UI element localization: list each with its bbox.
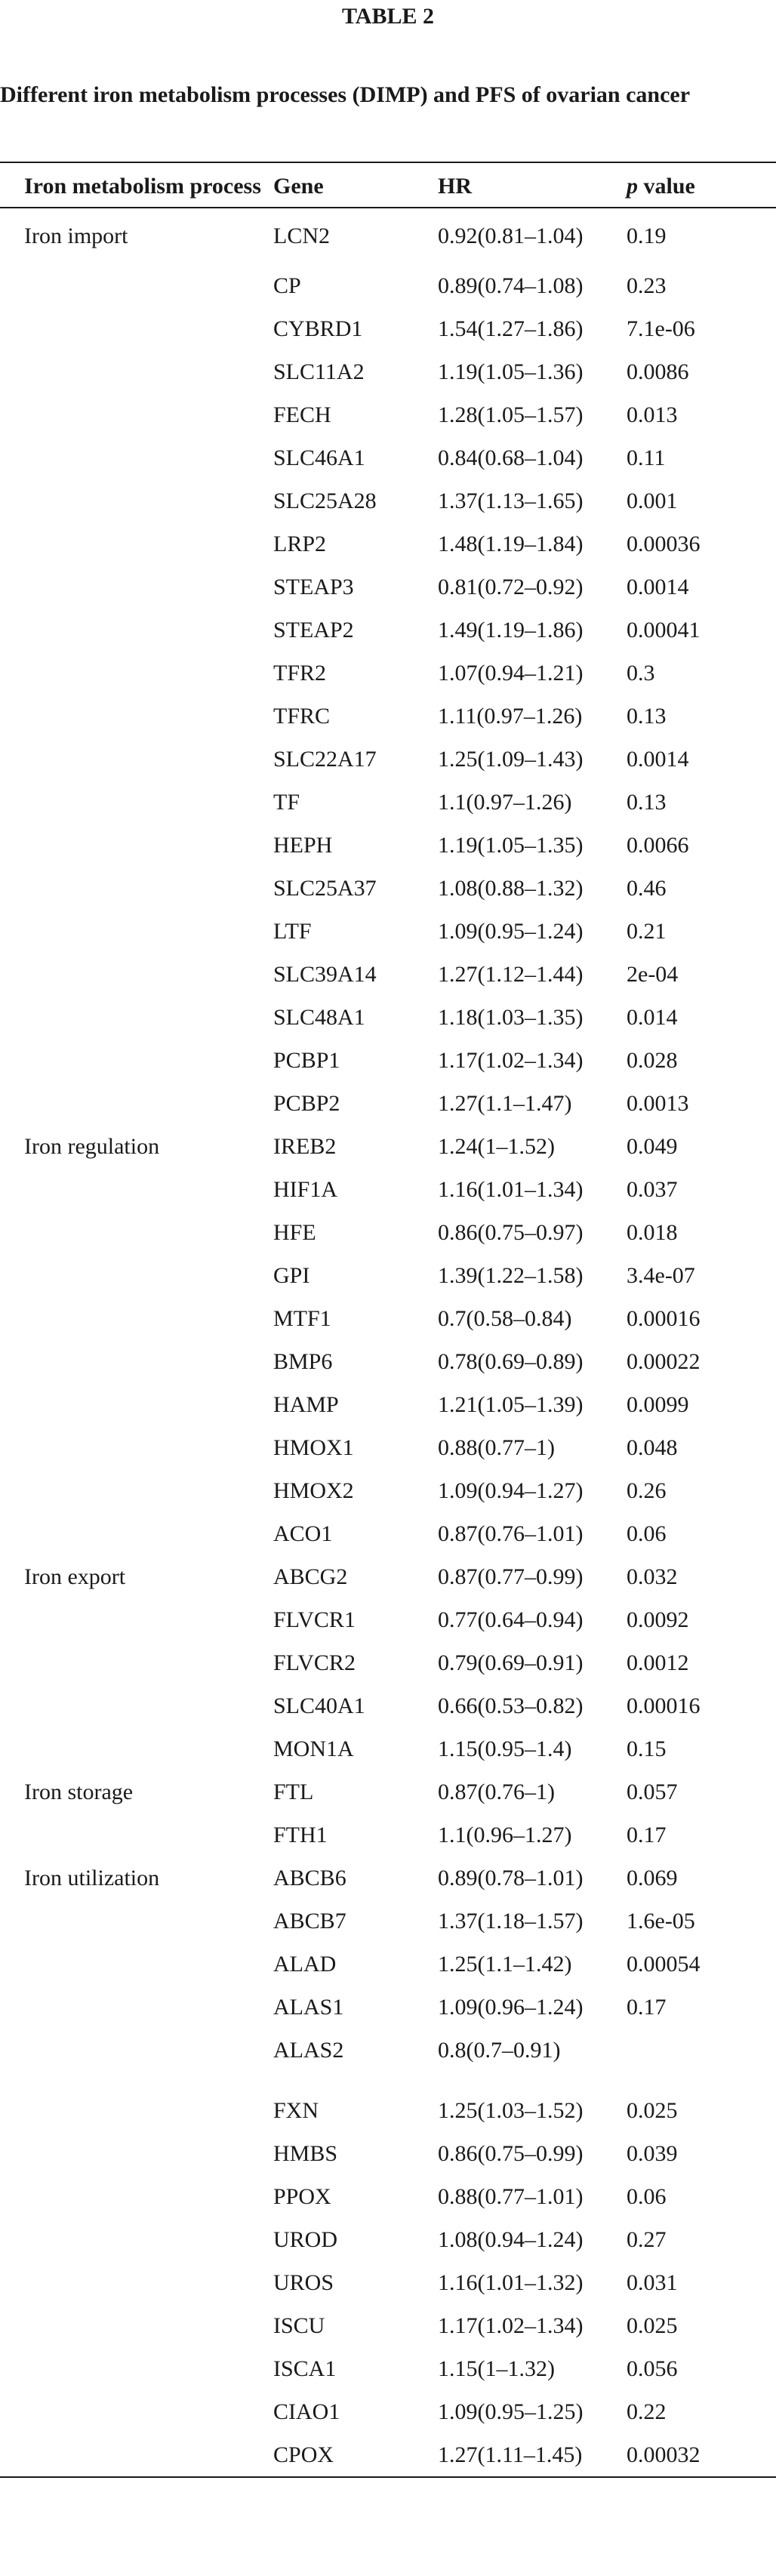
table-row bbox=[0, 824, 776, 867]
cell-hr: 1.39(1.22–1.58) bbox=[438, 1263, 584, 1288]
cell-process bbox=[0, 2132, 273, 2175]
table-row bbox=[0, 350, 776, 393]
cell-hr: 0.87(0.76–1) bbox=[438, 1779, 555, 1804]
table-row bbox=[0, 2218, 776, 2261]
cell-process bbox=[0, 2218, 273, 2261]
cell-gene: FXN bbox=[273, 2098, 319, 2123]
cell-process bbox=[0, 565, 273, 609]
cell-gene: HAMP bbox=[273, 1392, 339, 1417]
cell-gene: HMBS bbox=[273, 2141, 338, 2166]
table-row bbox=[0, 1770, 776, 1813]
cell-gene: CPOX bbox=[273, 2433, 438, 2477]
cell-gene: HEPH bbox=[273, 833, 333, 858]
cell-process bbox=[0, 1512, 273, 1555]
cell-gene: TF bbox=[273, 790, 300, 815]
cell-gene: PCBP1 bbox=[273, 1048, 340, 1073]
cell-hr: 1.09(0.94–1.27) bbox=[438, 1478, 584, 1503]
cell-p-value: 0.00054 bbox=[627, 1952, 701, 1977]
cell-gene: ABCB6 bbox=[273, 1866, 346, 1890]
cell-process bbox=[0, 350, 273, 393]
cell-process bbox=[0, 1039, 273, 1082]
cell-process bbox=[0, 307, 273, 350]
cell-p-value: 0.23 bbox=[627, 273, 667, 298]
cell-p-value: 0.27 bbox=[627, 2227, 667, 2252]
cell-gene: HIF1A bbox=[273, 1177, 338, 1202]
cell-hr: 0.8(0.7–0.91) bbox=[438, 2038, 561, 2063]
cell-p-value: 0.00036 bbox=[627, 532, 701, 556]
cell-hr: 0.77(0.64–0.94) bbox=[438, 1607, 584, 1632]
table-row bbox=[0, 2089, 776, 2132]
table-row bbox=[0, 1598, 776, 1641]
cell-gene: STEAP3 bbox=[273, 575, 354, 599]
cell-p-value: 0.0099 bbox=[627, 1392, 689, 1417]
cell-p-value: 7.1e-06 bbox=[627, 316, 695, 341]
table-row bbox=[0, 264, 776, 307]
table-row bbox=[0, 996, 776, 1039]
table-row bbox=[0, 1986, 776, 2029]
table-row bbox=[0, 1813, 776, 1857]
cell-hr: 1.25(1.09–1.43) bbox=[438, 747, 584, 772]
cell-hr: 0.89(0.78–1.01) bbox=[438, 1866, 584, 1890]
cell-hr: 0.66(0.53–0.82) bbox=[438, 1693, 584, 1718]
cell-p-value: 0.0066 bbox=[627, 833, 689, 858]
table-row bbox=[0, 1211, 776, 1254]
table-row bbox=[0, 2433, 776, 2477]
table-row bbox=[0, 2132, 776, 2175]
cell-process bbox=[0, 1684, 273, 1727]
cell-process: Iron regulation bbox=[24, 1134, 160, 1159]
cell-process bbox=[0, 2261, 273, 2304]
table-row bbox=[0, 1900, 776, 1943]
cell-process bbox=[0, 695, 273, 738]
cell-p-value: 0.032 bbox=[627, 1564, 678, 1589]
cell-gene: FLVCR1 bbox=[273, 1607, 356, 1632]
cell-gene: HMOX2 bbox=[273, 1478, 354, 1503]
cell-hr: 0.86(0.75–0.97) bbox=[438, 1220, 584, 1245]
cell-process bbox=[0, 1168, 273, 1211]
cell-gene: IREB2 bbox=[273, 1134, 337, 1159]
cell-p-value: 0.037 bbox=[627, 1177, 678, 1202]
cell-gene: LTF bbox=[273, 919, 312, 944]
cell-hr: 0.92(0.81–1.04) bbox=[438, 223, 584, 248]
table-row bbox=[0, 867, 776, 910]
cell-p-value: 0.025 bbox=[627, 2313, 678, 2338]
cell-p-value: 0.0086 bbox=[627, 359, 689, 384]
cell-process bbox=[0, 781, 273, 824]
cell-process bbox=[0, 738, 273, 781]
cell-p-value: 0.025 bbox=[627, 2098, 678, 2123]
cell-gene: SLC39A14 bbox=[273, 962, 377, 987]
table-row bbox=[0, 1469, 776, 1512]
cell-process: Iron utilization bbox=[24, 1866, 160, 1890]
cell-p-value bbox=[627, 2029, 776, 2089]
cell-p-value: 0.057 bbox=[627, 1779, 678, 1804]
cell-p-value: 0.0012 bbox=[627, 1650, 689, 1675]
table-row bbox=[0, 208, 776, 264]
cell-gene: UROS bbox=[273, 2270, 334, 2295]
header-process: Iron metabolism process bbox=[0, 162, 273, 208]
cell-gene: FLVCR2 bbox=[273, 1650, 356, 1675]
cell-hr: 1.18(1.03–1.35) bbox=[438, 1005, 584, 1030]
table-row bbox=[0, 1168, 776, 1211]
table-row bbox=[0, 1340, 776, 1383]
cell-gene: ISCA1 bbox=[273, 2356, 337, 2381]
table-row bbox=[0, 695, 776, 738]
cell-hr: 0.89(0.74–1.08) bbox=[438, 273, 584, 298]
cell-p-value: 0.19 bbox=[627, 223, 667, 248]
cell-p-value: 0.46 bbox=[627, 876, 667, 901]
cell-hr: 1.1(0.96–1.27) bbox=[438, 1823, 572, 1847]
cell-hr: 1.28(1.05–1.57) bbox=[438, 402, 584, 427]
cell-gene: SLC25A28 bbox=[273, 488, 377, 513]
cell-p-value: 0.15 bbox=[627, 1736, 667, 1761]
cell-p-value: 0.13 bbox=[627, 704, 667, 729]
cell-hr: 1.25(1.03–1.52) bbox=[438, 2098, 584, 2123]
cell-hr: 1.15(1–1.32) bbox=[438, 2356, 555, 2381]
cell-p-value: 0.0013 bbox=[627, 1091, 689, 1116]
cell-p-value: 0.069 bbox=[627, 1866, 678, 1890]
cell-gene: ISCU bbox=[273, 2313, 325, 2338]
cell-hr: 0.88(0.77–1.01) bbox=[438, 2184, 584, 2209]
cell-gene: LCN2 bbox=[273, 223, 330, 248]
cell-p-value: 0.17 bbox=[627, 1823, 667, 1847]
table-row bbox=[0, 1727, 776, 1770]
table-row bbox=[0, 1297, 776, 1340]
table-row bbox=[0, 1039, 776, 1082]
cell-gene: CYBRD1 bbox=[273, 316, 363, 341]
table-row bbox=[0, 436, 776, 479]
cell-hr: 1.09(0.96–1.24) bbox=[438, 1995, 584, 2020]
cell-p-value: 0.001 bbox=[627, 488, 678, 513]
cell-hr: 1.08(0.94–1.24) bbox=[438, 2227, 584, 2252]
table-row bbox=[0, 522, 776, 565]
table-row bbox=[0, 781, 776, 824]
table-row bbox=[0, 1082, 776, 1125]
cell-process: Iron import bbox=[24, 223, 128, 248]
cell-hr: 1.11(0.97–1.26) bbox=[438, 704, 583, 729]
cell-process bbox=[0, 1641, 273, 1684]
table-row bbox=[0, 565, 776, 609]
cell-process bbox=[0, 996, 273, 1039]
cell-p-value: 0.00041 bbox=[627, 618, 701, 642]
cell-gene: CIAO1 bbox=[273, 2399, 340, 2424]
cell-process bbox=[0, 436, 273, 479]
cell-process bbox=[0, 2347, 273, 2390]
table-row bbox=[0, 2261, 776, 2304]
cell-gene: FTH1 bbox=[273, 1823, 328, 1847]
cell-process bbox=[0, 2304, 273, 2347]
table-row bbox=[0, 2390, 776, 2433]
cell-hr: 1.48(1.19–1.84) bbox=[438, 532, 584, 556]
cell-p-value: 0.00016 bbox=[627, 1306, 701, 1331]
cell-process: Iron export bbox=[24, 1564, 126, 1589]
cell-p-value: 0.056 bbox=[627, 2356, 678, 2381]
cell-process bbox=[0, 1297, 273, 1340]
cell-gene: ALAS2 bbox=[273, 2038, 344, 2063]
table-row bbox=[0, 1254, 776, 1297]
table-header bbox=[0, 162, 776, 208]
table-row bbox=[0, 1641, 776, 1684]
cell-hr: 1.27(1.12–1.44) bbox=[438, 962, 584, 987]
cell-gene: SLC40A1 bbox=[273, 1693, 365, 1718]
cell-gene: HFE bbox=[273, 1220, 316, 1245]
table-row bbox=[0, 2304, 776, 2347]
cell-hr: 1.15(0.95–1.4) bbox=[438, 1736, 572, 1761]
cell-gene: PCBP2 bbox=[273, 1091, 340, 1116]
cell-gene: SLC11A2 bbox=[273, 359, 365, 384]
cell-gene: CP bbox=[273, 273, 301, 298]
cell-hr: 0.81(0.72–0.92) bbox=[438, 575, 584, 599]
cell-process bbox=[0, 867, 273, 910]
cell-hr: 1.17(1.02–1.34) bbox=[438, 1048, 584, 1073]
table-row bbox=[0, 953, 776, 996]
cell-hr: 1.21(1.05–1.39) bbox=[438, 1392, 584, 1417]
table-row bbox=[0, 1125, 776, 1168]
cell-p-value: 0.22 bbox=[627, 2399, 667, 2424]
cell-gene: SLC25A37 bbox=[273, 876, 377, 901]
cell-process bbox=[0, 910, 273, 953]
table-row bbox=[0, 910, 776, 953]
cell-gene: FTL bbox=[273, 1779, 314, 1804]
cell-process bbox=[0, 1082, 273, 1125]
cell-hr: 0.84(0.68–1.04) bbox=[438, 445, 584, 470]
cell-gene: STEAP2 bbox=[273, 618, 354, 642]
cell-gene: SLC48A1 bbox=[273, 1005, 365, 1030]
cell-p-value: 0.014 bbox=[627, 1005, 678, 1030]
cell-process bbox=[0, 1727, 273, 1770]
cell-hr: 1.27(1.11–1.45) bbox=[438, 2433, 627, 2477]
cell-process bbox=[0, 2175, 273, 2218]
cell-process bbox=[0, 1211, 273, 1254]
cell-process bbox=[0, 1383, 273, 1426]
cell-process bbox=[0, 264, 273, 307]
cell-p-value: 0.0092 bbox=[627, 1607, 689, 1632]
table-caption: Different iron metabolism processes (DIMP) and PFS of ovarian cancer bbox=[0, 82, 691, 107]
cell-process bbox=[0, 1254, 273, 1297]
cell-p-value: 0.018 bbox=[627, 1220, 678, 1245]
cell-hr: 1.09(0.95–1.25) bbox=[438, 2399, 584, 2424]
cell-gene: MON1A bbox=[273, 1736, 354, 1761]
table-row bbox=[0, 1943, 776, 1986]
cell-gene: ACO1 bbox=[273, 1521, 333, 1546]
cell-process bbox=[0, 1813, 273, 1857]
cell-p-value: 0.13 bbox=[627, 790, 667, 815]
cell-gene: ALAS1 bbox=[273, 1995, 344, 2020]
cell-process bbox=[0, 953, 273, 996]
cell-hr: 0.86(0.75–0.99) bbox=[438, 2141, 584, 2166]
table-row bbox=[0, 307, 776, 350]
cell-p-value: 0.049 bbox=[627, 1134, 678, 1159]
cell-p-value: 0.06 bbox=[627, 1521, 667, 1546]
cell-p-value: 2e-04 bbox=[627, 962, 679, 987]
cell-hr: 1.49(1.19–1.86) bbox=[438, 618, 584, 642]
cell-hr: 1.17(1.02–1.34) bbox=[438, 2313, 584, 2338]
cell-hr: 1.07(0.94–1.21) bbox=[438, 661, 584, 686]
cell-gene: GPI bbox=[273, 1263, 310, 1288]
cell-hr: 1.25(1.1–1.42) bbox=[438, 1952, 572, 1977]
cell-process bbox=[0, 609, 273, 652]
cell-hr: 1.16(1.01–1.32) bbox=[438, 2270, 584, 2295]
cell-p-value: 1.6e-05 bbox=[627, 1909, 695, 1934]
cell-p-value: 0.26 bbox=[627, 1478, 667, 1503]
cell-hr: 0.79(0.69–0.91) bbox=[438, 1650, 584, 1675]
header-p-rest: value bbox=[638, 174, 695, 199]
cell-hr: 0.87(0.76–1.01) bbox=[438, 1521, 584, 1546]
cell-hr: 0.78(0.69–0.89) bbox=[438, 1349, 584, 1374]
cell-hr: 1.09(0.95–1.24) bbox=[438, 919, 584, 944]
cell-process bbox=[0, 1469, 273, 1512]
cell-p-value: 0.028 bbox=[627, 1048, 678, 1073]
cell-process bbox=[0, 2390, 273, 2433]
cell-process bbox=[0, 824, 273, 867]
header-p-italic: p bbox=[627, 174, 638, 199]
cell-p-value: 0.0014 bbox=[627, 747, 689, 772]
cell-gene: BMP6 bbox=[273, 1349, 333, 1374]
cell-gene: SLC46A1 bbox=[273, 445, 365, 470]
cell-process bbox=[0, 1340, 273, 1383]
table-row bbox=[0, 2029, 776, 2089]
cell-process: Iron storage bbox=[24, 1779, 134, 1804]
cell-p-value: 0.0014 bbox=[627, 575, 689, 599]
table-row bbox=[0, 1426, 776, 1469]
cell-process bbox=[0, 1426, 273, 1469]
cell-p-value: 0.3 bbox=[627, 661, 655, 686]
header-row bbox=[0, 162, 776, 208]
table-label: TABLE 2 bbox=[342, 4, 434, 29]
table-row bbox=[0, 652, 776, 695]
header-p-value bbox=[627, 162, 776, 208]
cell-p-value: 0.00016 bbox=[627, 1693, 701, 1718]
cell-gene: TFR2 bbox=[273, 661, 327, 686]
cell-gene: ABCG2 bbox=[273, 1564, 348, 1589]
cell-process bbox=[0, 522, 273, 565]
cell-process bbox=[0, 393, 273, 436]
cell-hr: 1.54(1.27–1.86) bbox=[438, 316, 584, 341]
cell-gene: TFRC bbox=[273, 704, 331, 729]
header-hr: HR bbox=[438, 162, 627, 208]
cell-hr: 1.37(1.13–1.65) bbox=[438, 488, 584, 513]
cell-gene: ABCB7 bbox=[273, 1909, 346, 1934]
cell-p-value: 0.00022 bbox=[627, 1349, 701, 1374]
table-row bbox=[0, 393, 776, 436]
cell-process bbox=[0, 2029, 273, 2089]
cell-hr: 1.24(1–1.52) bbox=[438, 1134, 555, 1159]
header-gene: Gene bbox=[273, 162, 438, 208]
cell-gene: LRP2 bbox=[273, 532, 327, 556]
cell-hr: 1.37(1.18–1.57) bbox=[438, 1909, 584, 1934]
cell-process bbox=[0, 2433, 273, 2477]
cell-hr: 1.08(0.88–1.32) bbox=[438, 876, 584, 901]
cell-p-value: 0.06 bbox=[627, 2184, 667, 2209]
table-row bbox=[0, 2175, 776, 2218]
cell-process bbox=[0, 1900, 273, 1943]
table-row bbox=[0, 1684, 776, 1727]
cell-hr: 0.88(0.77–1) bbox=[438, 1435, 555, 1460]
cell-p-value: 0.031 bbox=[627, 2270, 678, 2295]
table-row bbox=[0, 2347, 776, 2390]
table-row bbox=[0, 479, 776, 522]
cell-p-value: 0.048 bbox=[627, 1435, 678, 1460]
table-row bbox=[0, 1383, 776, 1426]
cell-process bbox=[0, 652, 273, 695]
cell-p-value: 0.21 bbox=[627, 919, 667, 944]
cell-process bbox=[0, 479, 273, 522]
table-body bbox=[0, 208, 776, 2477]
table-row bbox=[0, 1512, 776, 1555]
cell-gene: SLC22A17 bbox=[273, 747, 377, 772]
cell-gene: PPOX bbox=[273, 2184, 331, 2209]
cell-hr: 1.16(1.01–1.34) bbox=[438, 1177, 584, 1202]
cell-process bbox=[0, 1986, 273, 2029]
cell-gene: MTF1 bbox=[273, 1306, 331, 1331]
cell-gene: HMOX1 bbox=[273, 1435, 354, 1460]
cell-p-value: 0.00032 bbox=[627, 2433, 776, 2477]
cell-hr: 1.19(1.05–1.36) bbox=[438, 359, 584, 384]
cell-hr: 0.87(0.77–0.99) bbox=[438, 1564, 584, 1589]
cell-p-value: 0.039 bbox=[627, 2141, 678, 2166]
cell-hr: 1.27(1.1–1.47) bbox=[438, 1091, 572, 1116]
table-row bbox=[0, 609, 776, 652]
cell-gene: ALAD bbox=[273, 1952, 337, 1977]
cell-p-value: 0.11 bbox=[627, 445, 666, 470]
cell-process bbox=[0, 1598, 273, 1641]
cell-process bbox=[0, 2089, 273, 2132]
cell-gene: FECH bbox=[273, 402, 331, 427]
cell-hr: 1.19(1.05–1.35) bbox=[438, 833, 584, 858]
cell-p-value: 3.4e-07 bbox=[627, 1263, 695, 1288]
data-table bbox=[0, 162, 776, 2478]
table-row bbox=[0, 738, 776, 781]
cell-process bbox=[0, 1943, 273, 1986]
table-row bbox=[0, 1555, 776, 1598]
cell-p-value: 0.17 bbox=[627, 1995, 667, 2020]
cell-p-value: 0.013 bbox=[627, 402, 678, 427]
table-row bbox=[0, 1857, 776, 1900]
cell-hr: 1.1(0.97–1.26) bbox=[438, 790, 572, 815]
cell-gene: UROD bbox=[273, 2227, 338, 2252]
cell-hr: 0.7(0.58–0.84) bbox=[438, 1306, 572, 1331]
